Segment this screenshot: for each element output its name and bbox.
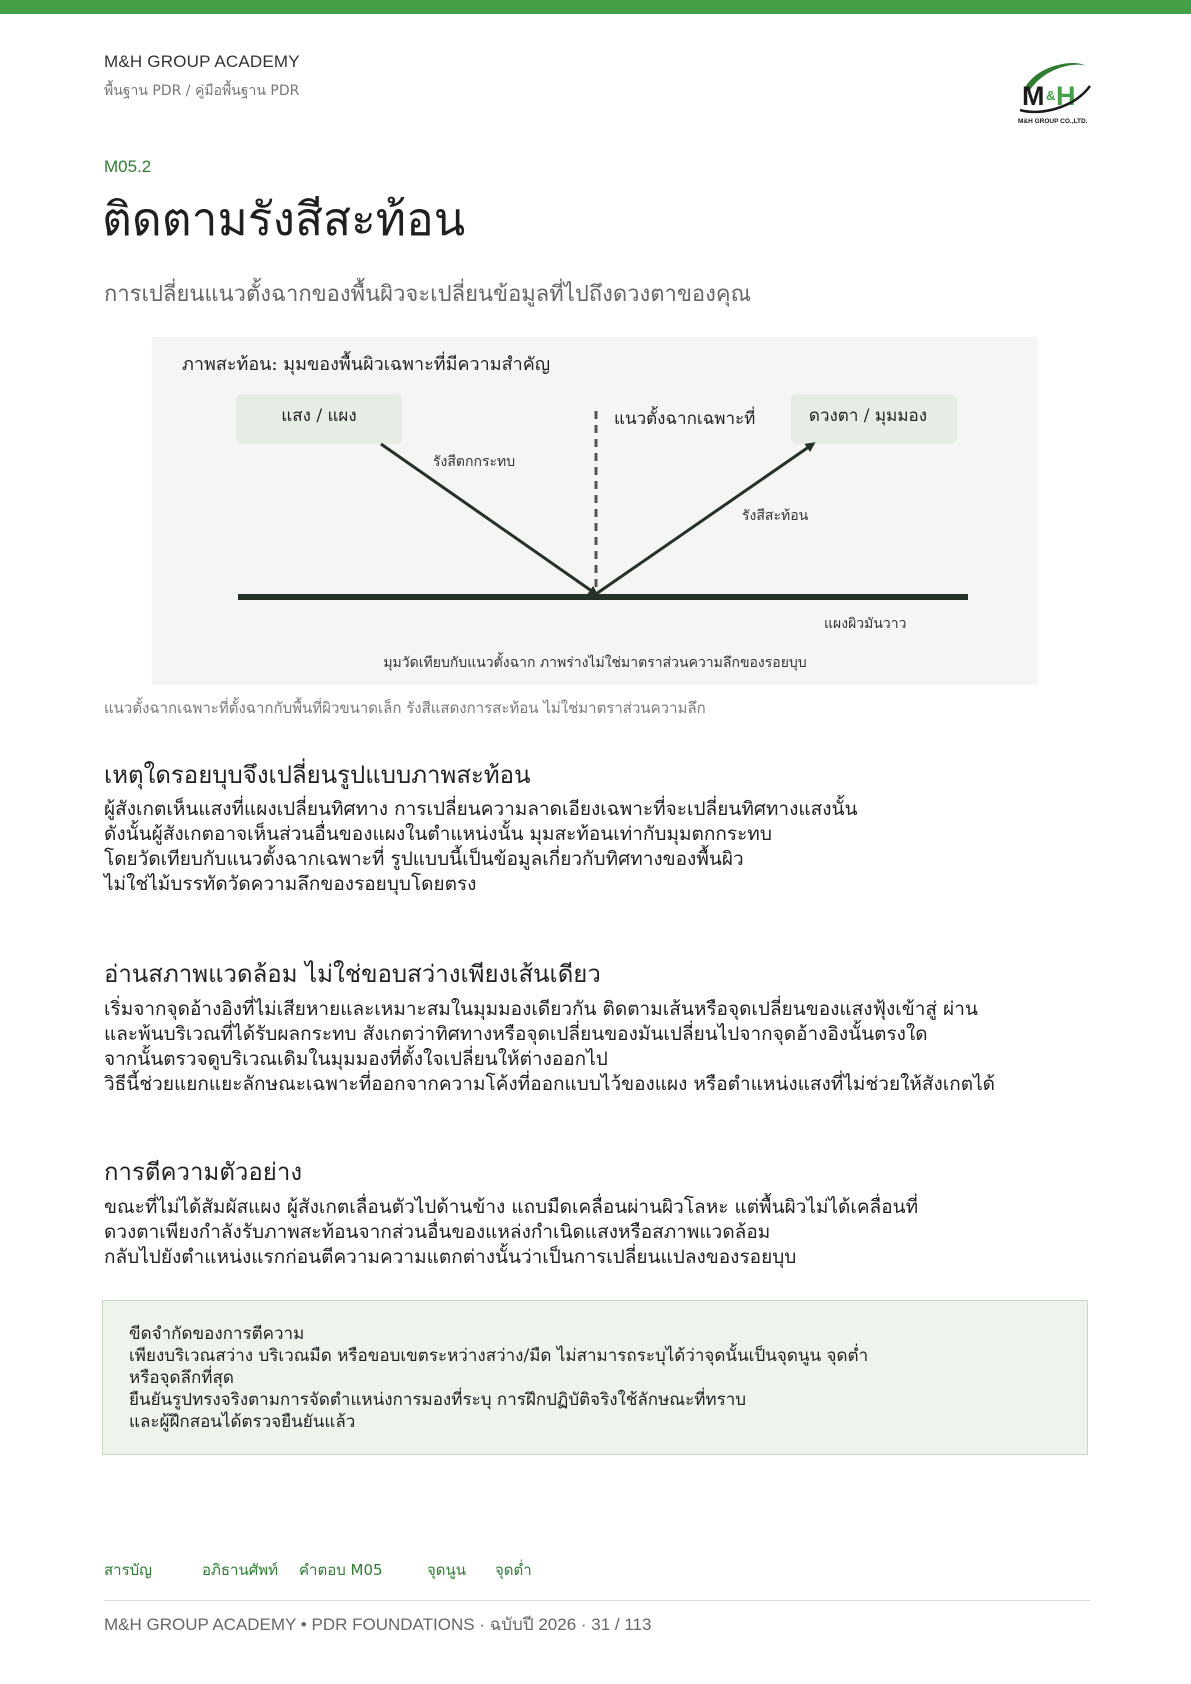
diagram-title: ภาพสะท้อน: มุมของพื้นผิวเฉพาะที่มีความสำคัญ [182, 354, 551, 375]
source-label: แสง / แผง [281, 406, 357, 426]
text-line: ผู้สังเกตเห็นแสงที่แผงเปลี่ยนทิศทาง การเปลี่ยนความลาดเอียงเฉพาะที่จะเปลี่ยนทิศทางแสงนั้น [104, 798, 858, 820]
brand-name: M&H GROUP ACADEMY [104, 52, 300, 71]
footer-link-low-spot[interactable]: จุดต่ำ [495, 1561, 532, 1579]
section-body-example [104, 1195, 918, 1270]
section-heading-environment: อ่านสภาพแวดล้อม ไม่ใช่ขอบสว่างเพียงเส้นเดียว [104, 960, 601, 988]
incident-label: รังสีตกกระทบ [433, 454, 516, 470]
logo-caption: M&H GROUP CO.,LTD. [1018, 118, 1088, 125]
text-line: วิธีนี้ช่วยแยกแยะลักษณะเฉพาะที่ออกจากความโค้งที่ออกแบบไว้ของแผง หรือตำแหน่งแสงที่ไม่ช่วยให้สังเกตได้ [104, 1073, 996, 1095]
text-line: กลับไปยังตำแหน่งแรกก่อนตีความความแตกต่างนั้นว่าเป็นการเปลี่ยนแปลงของรอยบุบ [104, 1246, 797, 1268]
callout-line: และผู้ฝึกสอนได้ตรวจยืนยันแล้ว [129, 1412, 356, 1432]
footer-divider [104, 1600, 1090, 1601]
company-logo [1016, 60, 1092, 128]
breadcrumb: พื้นฐาน PDR / คู่มือพื้นฐาน PDR [104, 83, 300, 99]
section-heading-example: การตีความตัวอย่าง [104, 1158, 303, 1186]
limits-callout [102, 1300, 1088, 1455]
svg-text:&: & [1046, 88, 1056, 103]
section-body-why [104, 797, 857, 897]
surface-label: แผงผิวมันวาว [824, 616, 907, 632]
text-line: และพ้นบริเวณที่ได้รับผลกระทบ สังเกตว่าทิศทางหรือจุดเปลี่ยนของมันเปลี่ยนไปจากจุดอ้างอิงนั้นตรงใด [104, 1023, 928, 1045]
diagram-note: มุมวัดเทียบกับแนวตั้งฉาก ภาพร่างไม่ใช่มาตราส่วนความลึกของรอยบุบ [383, 655, 807, 671]
text-line: ขณะที่ไม่ได้สัมผัสแผง ผู้สังเกตเลื่อนตัวไปด้านข้าง แถบมืดเคลื่อนผ่านผิวโลหะ แต่พื้นผิวไม่ได้เคลื่อนที่ [104, 1196, 919, 1218]
footer-link-answers[interactable]: คำตอบ M05 [299, 1561, 383, 1579]
footer-link-glossary[interactable]: อภิธานศัพท์ [202, 1561, 279, 1579]
callout-line: ยืนยันรูปทรงจริงตามการจัดตำแหน่งการมองที่ระบุ การฝึกปฏิบัติจริงใช้ลักษณะที่ทราบ [129, 1390, 747, 1410]
callout-line: หรือจุดลึกที่สุด [129, 1368, 234, 1388]
eye-label: ดวงตา / มุมมอง [808, 406, 928, 426]
reflection-diagram [152, 337, 1038, 685]
callout-title: ขีดจำกัดของการตีความ [129, 1324, 305, 1344]
page-title: ติดตามรังสีสะท้อน [102, 192, 466, 246]
text-line: โดยวัดเทียบกับแนวตั้งฉากเฉพาะที่ รูปแบบนี้เป็นข้อมูลเกี่ยวกับทิศทางของพื้นผิว [104, 848, 744, 870]
footer-link-contents[interactable]: สารบัญ [104, 1561, 152, 1579]
footer-link-high-spot[interactable]: จุดนูน [427, 1561, 467, 1579]
callout-line: เพียงบริเวณสว่าง บริเวณมืด หรือขอบเขตระหว่างสว่าง/มืด ไม่สามารถระบุได้ว่าจุดนั้นเป็นจุดนูน จุดต่ำ [129, 1346, 869, 1366]
svg-text:M: M [1022, 81, 1045, 111]
text-line: ดวงตาเพียงกำลังรับภาพสะท้อนจากส่วนอื่นของแหล่งกำเนิดแสงหรือสภาพแวดล้อม [104, 1221, 771, 1243]
text-line: จากนั้นตรวจดูบริเวณเดิมในมุมมองที่ตั้งใจเปลี่ยนให้ต่างออกไป [104, 1048, 608, 1070]
normal-label: แนวตั้งฉากเฉพาะที่ [614, 409, 756, 429]
text-line: เริ่มจากจุดอ้างอิงที่ไม่เสียหายและเหมาะสมในมุมมองเดียวกัน ติดตามเส้นหรือจุดเปลี่ยนของแสงฟุ้งเข้าสู่ ผ่าน [104, 998, 978, 1020]
reflected-label: รังสีสะท้อน [742, 508, 809, 524]
page-subtitle: การเปลี่ยนแนวตั้งฉากของพื้นผิวจะเปลี่ยนข้อมูลที่ไปถึงดวงตาของคุณ [104, 282, 752, 307]
svg-text:H: H [1056, 81, 1076, 111]
text-line: ไม่ใช่ไม้บรรทัดวัดความลึกของรอยบุบโดยตรง [104, 873, 477, 895]
section-heading-why: เหตุใดรอยบุบจึงเปลี่ยนรูปแบบภาพสะท้อน [104, 761, 531, 789]
figure-caption: แนวตั้งฉากเฉพาะที่ตั้งฉากกับพื้นที่ผิวขนาดเล็ก รังสีแสดงการสะท้อน ไม่ใช่มาตราส่วนความลึก [104, 699, 706, 717]
section-body-environment [104, 997, 995, 1097]
top-accent-bar [0, 0, 1191, 14]
page-footer: M&H GROUP ACADEMY • PDR FOUNDATIONS · ฉบับปี 2026 · 31 / 113 [104, 1615, 652, 1634]
module-code: M05.2 [104, 157, 152, 176]
text-line: ดังนั้นผู้สังเกตอาจเห็นส่วนอื่นของแผงในตำแหน่งนั้น มุมสะท้อนเท่ากับมุมตกกระทบ [104, 823, 772, 845]
